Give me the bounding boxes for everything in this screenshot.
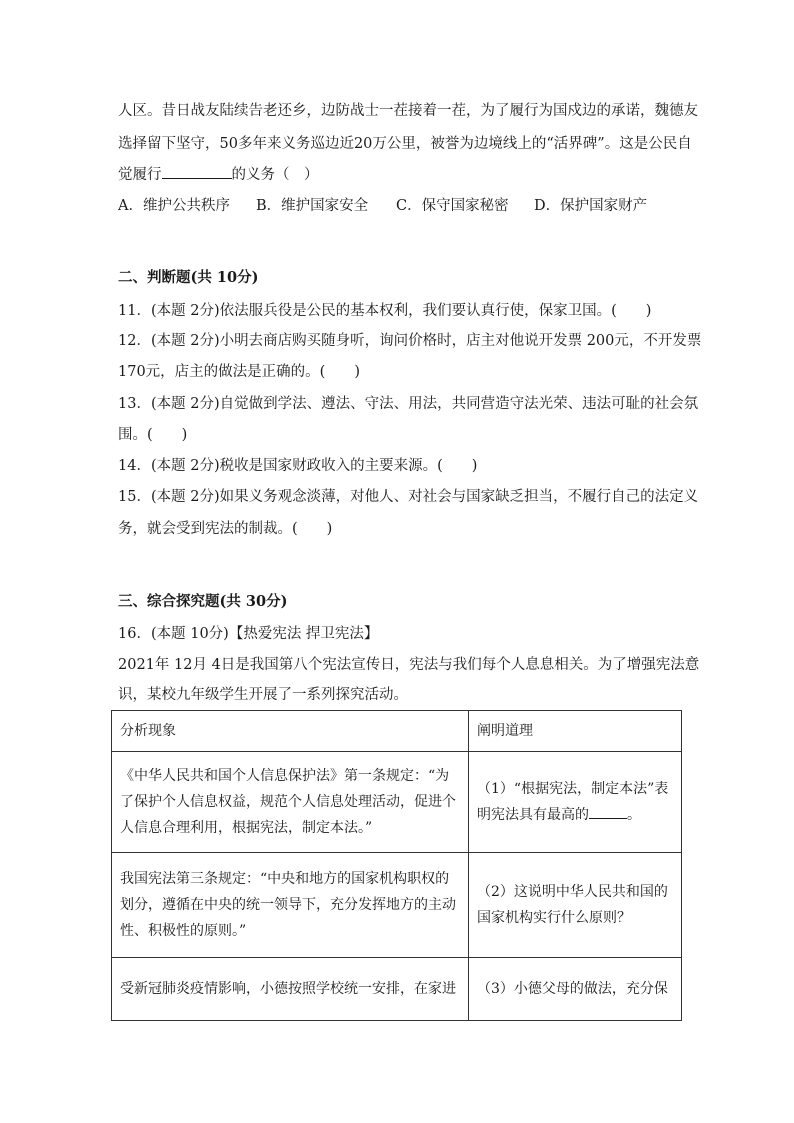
q16-intro-line-1: 2021年 12月 4日是我国第八个宪法宣传日，宪法与我们每个人息息相关。为了增强宪法意 — [118, 657, 700, 673]
q10-answer-blank[interactable] — [162, 164, 232, 179]
q10-text-line-3 — [118, 164, 688, 185]
table-cell-phenomenon-1: 《中华人民共和国个人信息保护法》第一条规定：“为了保护个人信息权益，规范个人信息处理活动，促进个人信息合理利用，根据宪法，制定本法。” — [112, 752, 469, 853]
q15-text-line-2: 务，就会受到宪法的制裁。( ) — [118, 521, 333, 537]
q13-text-line-2: 围。( ) — [118, 427, 188, 443]
q12-text-line-1: 12．(本题 2分)小明去商店购买随身听，询问价格时，店主对他说开发票 200元，不开发票 — [118, 333, 702, 349]
q16-intro-line-2: 识，某校九年级学生开展了一系列探究活动。 — [118, 687, 408, 703]
reasoning-1-answer-blank[interactable] — [589, 804, 627, 819]
q10-options — [118, 196, 688, 216]
table-header-row — [112, 711, 682, 752]
q10-stem-prefix: 觉履行 — [118, 167, 162, 183]
table-row — [112, 752, 682, 853]
q10-text-line-1: 人区。昔日战友陆续告老还乡，边防战士一茬接着一茬，为了履行为国戍边的承诺，魏德友 — [118, 103, 698, 119]
table-cell-phenomenon-2: 我国宪法第三条规定：“中央和地方的国家机构职权的划分，遵循在中央的统一领导下，充分发挥地方的主动性、积极性的原则。” — [112, 853, 469, 958]
table-cell-phenomenon-3: 受新冠肺炎疫情影响，小德按照学校统一安排，在家进 — [112, 958, 469, 1021]
q15-text-line-1: 15．(本题 2分)如果义务观念淡薄，对他人、对社会与国家缺乏担当，不履行自己的法定义 — [118, 489, 699, 505]
table-cell-reasoning-1 — [469, 752, 682, 853]
table-row — [112, 853, 682, 958]
reasoning-1-prefix: （1）“根据宪法，制定本法”表明宪法具有最高的 — [477, 781, 669, 823]
section-2-title: 二、判断题(共 10分) — [118, 269, 259, 286]
table-header-reasoning: 阐明道理 — [469, 711, 682, 752]
q13-text-line-1: 13．(本题 2分)自觉做到学法、遵法、守法、用法，共同营造守法光荣、违法可耻的社会氛 — [118, 396, 699, 412]
q16-heading: 16．(本题 10分)【热爱宪法 捍卫宪法】 — [118, 626, 379, 642]
q10-stem-suffix: 的义务（ ） — [231, 167, 319, 183]
q10-option-d[interactable]: D．保护国家财产 — [534, 198, 648, 214]
table-row — [112, 958, 682, 1021]
section-3-title: 三、综合探究题(共 30分) — [118, 593, 288, 610]
table-header-phenomenon: 分析现象 — [112, 711, 469, 752]
table-cell-reasoning-2: （2）这说明中华人民共和国的国家机构实行什么原则？ — [469, 853, 682, 958]
reasoning-1-suffix: 。 — [627, 807, 641, 823]
q14-text: 14．(本题 2分)税收是国家财政收入的主要来源。( ) — [118, 458, 478, 474]
table-cell-reasoning-3: （3）小德父母的做法，充分保 — [469, 958, 682, 1021]
q10-option-b[interactable]: B．维护国家安全 — [256, 198, 369, 214]
inquiry-table — [111, 710, 682, 1021]
q10-option-c[interactable]: C．保守国家秘密 — [396, 198, 509, 214]
q12-text-line-2: 170元，店主的做法是正确的。( ) — [118, 364, 360, 380]
q10-text-line-2: 选择留下坚守，50多年来义务巡边近20万公里，被誉为边境线上的“活界碑”。这是公民自 — [118, 136, 692, 152]
q10-option-a[interactable]: A．维护公共秩序 — [118, 198, 230, 214]
q11-text: 11．(本题 2分)依法服兵役是公民的基本权利，我们要认真行使，保家卫国。( ) — [118, 303, 652, 319]
